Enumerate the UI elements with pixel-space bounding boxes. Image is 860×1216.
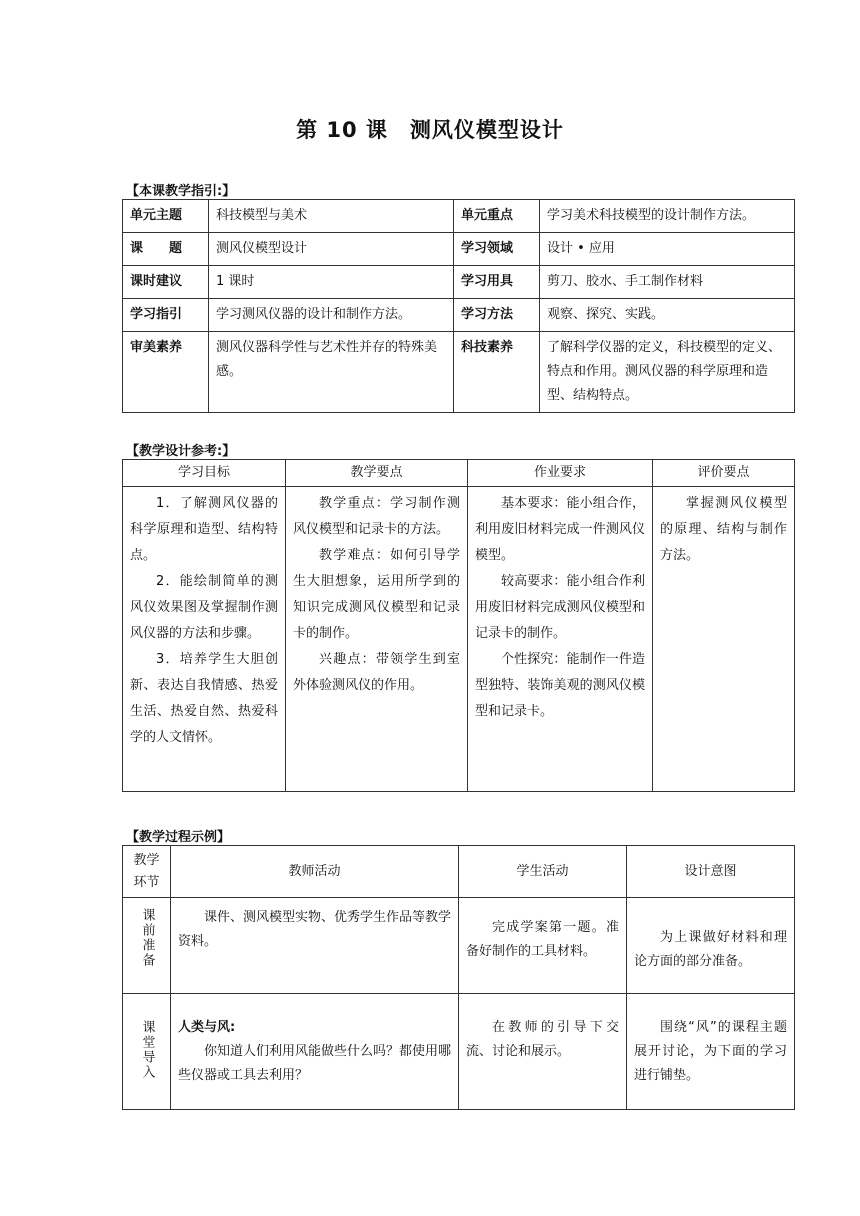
intent-text: 围绕“风”的课程主题展开讨论，为下面的学习进行铺垫。 (634, 1020, 787, 1083)
homework-item: 个性探究：能制作一件造型独特、装饰美观的测风仪模型和记录卡。 (475, 652, 645, 719)
table-row (123, 487, 795, 792)
guide-value: 设计 • 应用 (540, 233, 795, 266)
table-row (123, 299, 795, 332)
homework-cell (468, 487, 653, 792)
guide-label: 学习方法 (454, 299, 540, 332)
student-text: 完成学案第一题。准备好制作的工具材料。 (466, 920, 619, 959)
teacher-text: 你知道人们利用风能做些什么吗？都使用哪些仪器或工具去利用？ (178, 1044, 452, 1083)
evaluation-text: 掌握测风仪模型的原理、结构与制作方法。 (660, 496, 787, 563)
process-table (122, 845, 795, 1110)
student-text: 在教师的引导下交流、讨论和展示。 (466, 1020, 619, 1059)
column-header: 评价要点 (653, 460, 795, 487)
guide-label: 学习用具 (454, 266, 540, 299)
guide-label: 科技素养 (454, 332, 540, 413)
design-intent (627, 898, 795, 994)
teacher-activity (171, 898, 459, 994)
teacher-activity (171, 994, 459, 1110)
guide-value: 学习测风仪器的设计和制作方法。 (209, 299, 454, 332)
evaluation-cell (653, 487, 795, 792)
guide-value: 观察、探究、实践。 (540, 299, 795, 332)
design-table (122, 459, 795, 792)
guide-label: 学习领域 (454, 233, 540, 266)
goals-cell (123, 487, 286, 792)
guide-label: 课 题 (123, 233, 209, 266)
teacher-text: 课件、测风模型实物、优秀学生作品等教学资料。 (178, 910, 452, 949)
student-activity (459, 994, 627, 1110)
guide-label: 单元主题 (123, 200, 209, 233)
guide-value: 测风仪模型设计 (209, 233, 454, 266)
goal-item: 1．了解测风仪器的科学原理和造型、结构特点。 (130, 496, 278, 563)
guide-label: 单元重点 (454, 200, 540, 233)
table-row (123, 266, 795, 299)
design-heading: 【教学设计参考:】 (126, 444, 236, 459)
point-item: 教学重点：学习制作测风仪模型和记录卡的方法。 (293, 496, 460, 537)
goal-item: 2．能绘制简单的测风仪效果图及掌握制作测风仪器的方法和步骤。 (130, 574, 278, 641)
table-row (123, 898, 795, 994)
design-intent (627, 994, 795, 1110)
guide-label: 审美素养 (123, 332, 209, 413)
point-item: 教学难点：如何引导学生大胆想象，运用所学到的知识完成测风仪模型和记录卡的制作。 (293, 548, 460, 641)
table-row (123, 846, 795, 898)
table-row (123, 233, 795, 266)
guide-value: 了解科学仪器的定义，科技模型的定义、特点和作用。测风仪器的科学原理和造型、结构特点。 (540, 332, 795, 413)
points-cell (286, 487, 468, 792)
column-header: 教学环节 (123, 846, 171, 898)
guide-value: 1 课时 (209, 266, 454, 299)
column-header: 学习目标 (123, 460, 286, 487)
guide-label: 学习指引 (123, 299, 209, 332)
stage-label: 课堂导入 (139, 1020, 155, 1080)
guide-table (122, 199, 795, 413)
table-row (123, 994, 795, 1110)
guide-value: 学习美术科技模型的设计制作方法。 (540, 200, 795, 233)
table-row (123, 460, 795, 487)
student-activity (459, 898, 627, 994)
point-item: 兴趣点：带领学生到室外体验测风仪的作用。 (293, 652, 460, 693)
guide-value: 科技模型与美术 (209, 200, 454, 233)
guide-heading: 【本课教学指引:】 (126, 184, 236, 199)
column-header: 学生活动 (459, 846, 627, 898)
column-header: 设计意图 (627, 846, 795, 898)
guide-label: 课时建议 (123, 266, 209, 299)
stage-cell (123, 898, 171, 994)
table-row (123, 200, 795, 233)
process-heading: 【教学过程示例】 (126, 830, 231, 845)
table-row (123, 332, 795, 413)
goal-item: 3．培养学生大胆创新、表达自我情感、热爱生活、热爱自然、热爱科学的人文情怀。 (130, 652, 278, 745)
intent-text: 为上课做好材料和理论方面的部分准备。 (634, 930, 787, 969)
guide-value: 测风仪器科学性与艺术性并存的特殊美感。 (209, 332, 454, 413)
homework-item: 基本要求：能小组合作，利用废旧材料完成一件测风仪模型。 (475, 496, 645, 563)
column-header: 教师活动 (171, 846, 459, 898)
guide-value: 剪刀、胶水、手工制作材料 (540, 266, 795, 299)
stage-cell (123, 994, 171, 1110)
page-title: 第 10 课 测风仪模型设计 (296, 118, 564, 142)
homework-item: 较高要求：能小组合作利用废旧材料完成测风仪模型和记录卡的制作。 (475, 574, 645, 641)
teacher-title: 人类与风: (178, 1020, 236, 1035)
column-header: 教学要点 (286, 460, 468, 487)
column-header: 作业要求 (468, 460, 653, 487)
stage-label: 课前准备 (139, 908, 155, 968)
